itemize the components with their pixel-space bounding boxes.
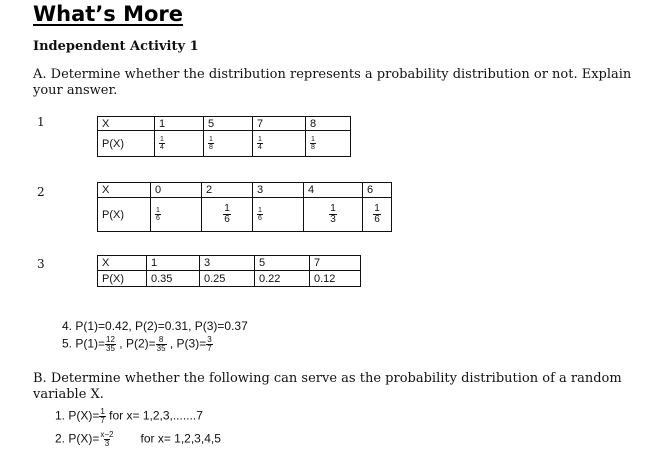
item-number-2: 2 (37, 185, 45, 199)
x-value: 2 (202, 183, 253, 198)
probability-value: $\frac{1}{4}$ (155, 131, 204, 157)
fraction: $\frac{1}{7}$ (100, 407, 105, 425)
probability-value: $\frac{1}{4}$ (253, 131, 306, 157)
x-value: 6 (363, 183, 392, 198)
probability-value: $\frac{1}{6}$ (253, 198, 304, 232)
page-title: What’s More (33, 2, 184, 26)
x-value: 5 (204, 117, 253, 131)
x-value: 0 (151, 183, 202, 198)
x-value: 1 (155, 117, 204, 131)
fraction: $\frac{12}{35}$ (106, 335, 115, 353)
activity-subtitle: Independent Activity 1 (33, 39, 199, 54)
probability-value: 0.35 (147, 271, 200, 287)
distribution-table-3 (97, 255, 361, 287)
x-value: 3 (200, 256, 255, 271)
fraction: $\frac{3}{7}$ (207, 335, 212, 353)
item-number-1: 1 (37, 115, 45, 129)
x-value: 3 (253, 183, 304, 198)
part-b-item-2: 2. P(X)= $\frac{x-2}{3}$ for x= 1,2,3,4,5 (55, 430, 221, 448)
distribution-table-2 (97, 182, 392, 232)
distribution-table-1 (97, 116, 351, 157)
row-label-x: X (98, 256, 147, 271)
probability-value: $\frac{1}{8}$ (204, 131, 253, 157)
item-5-text: 5. P(1)= $\frac{12}{35}$ , P(2)= $\frac{8}{35}$ , P(3)= $\frac{3}{7}$ (62, 335, 212, 353)
probability-value: $\frac{1}{8}$ (306, 131, 351, 157)
x-value: 7 (310, 256, 361, 271)
x-value: 5 (255, 256, 310, 271)
x-value: 8 (306, 117, 351, 131)
x-value: 4 (304, 183, 363, 198)
row-label-px: P(X) (98, 131, 155, 157)
part-b-instruction: B. Determine whether the following can serve as the probability distribution of a random variable X. (33, 371, 622, 402)
part-b-item-1: 1. P(X)= $\frac{1}{7}$ for x= 1,2,3,.......7 (55, 407, 203, 425)
x-value: 1 (147, 256, 200, 271)
probability-value: 0.12 (310, 271, 361, 287)
probability-value: $\frac{1}{6}$ (202, 198, 253, 232)
row-label-x: X (98, 183, 151, 198)
row-label-px: P(X) (98, 198, 151, 232)
probability-value: 0.22 (255, 271, 310, 287)
fraction: $\frac{x-2}{3}$ (100, 430, 114, 448)
row-label-x: X (98, 117, 155, 131)
fraction: $\frac{8}{35}$ (156, 335, 166, 353)
probability-value: 0.25 (200, 271, 255, 287)
part-a-instruction: A. Determine whether the distribution represents a probability distribution or not. Explain your answer. (33, 67, 632, 98)
probability-value: $\frac{1}{6}$ (363, 198, 392, 232)
item-4-text: 4. P(1)=0.42, P(2)=0.31, P(3)=0.37 (62, 319, 248, 333)
x-value: 7 (253, 117, 306, 131)
item-number-3: 3 (37, 257, 45, 271)
row-label-px: P(X) (98, 271, 147, 287)
probability-value: $\frac{1}{3}$ (304, 198, 363, 232)
probability-value: $\frac{1}{6}$ (151, 198, 202, 232)
